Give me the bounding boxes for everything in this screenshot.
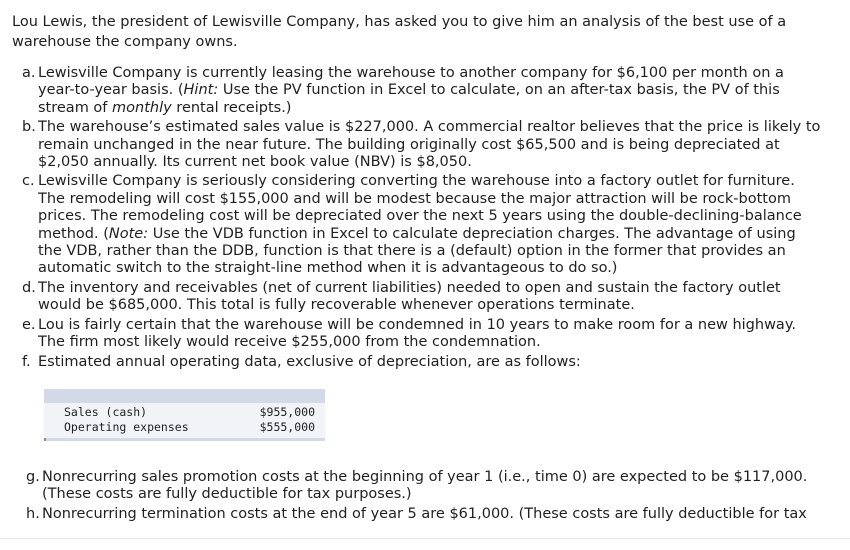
item-text: Nonrecurring termination costs at the end of year 5 are $61,000. (These costs are fully deductible for tax [42, 505, 807, 522]
table-row [64, 420, 315, 435]
table-body [44, 403, 325, 438]
row-value: $955,000 [259, 405, 315, 419]
assumption-list [22, 65, 822, 373]
table-header-band [44, 389, 325, 403]
list-item-d [22, 280, 822, 315]
item-text [38, 173, 822, 277]
item-a-text-part: Lewisville Company is currently leasing the warehouse to another company for $6,100 per month on a year-to-year basis. ( [38, 65, 784, 99]
note-label: Note: [108, 225, 149, 242]
item-text: The warehouse’s estimated sales value is $227,000. A commercial realtor believes that the price is likely to remain unchanged in the near future. The building originally cost $65,500 and is being depreciated at $2,050 annually. Its current net book value (NBV) is $8,050. [38, 119, 821, 171]
list-item-g [26, 469, 826, 504]
row-label: Sales (cash) [64, 405, 148, 419]
list-item-e [22, 317, 822, 352]
item-a-text-part: Use the PV function in Excel to calculate, on an after-tax basis, the PV of this stream of [38, 82, 780, 116]
list-item-h [26, 506, 826, 523]
table-bottom-rule [44, 438, 325, 441]
item-text: Lou is fairly certain that the warehouse will be condemned in 10 years to make room for a new highway. The firm most likely would receive $255,000 from the condemnation. [38, 316, 796, 351]
table-row [64, 405, 315, 420]
item-letter: g. [26, 469, 40, 485]
list-item-a [22, 65, 822, 117]
item-a-text-part: rental receipts.) [171, 99, 292, 116]
item-letter: a. [22, 65, 36, 81]
list-item-b [22, 119, 822, 171]
page-divider [0, 538, 850, 539]
item-c-text-part: Use the VDB function in Excel to calculate depreciation charges. The advantage of using the VDB, rather than the DDB, function is that there is a (default) option in the former that provides an automatic switch to the straight-line method when it is advantageous to do so.) [38, 225, 796, 277]
operating-data-table [44, 389, 325, 441]
intro-paragraph: Lou Lewis, the president of Lewisville Company, has asked you to give him an analysis of the best use of a warehouse the company owns. [12, 14, 787, 50]
list-item-c [22, 173, 822, 277]
row-label: Operating expenses [64, 420, 189, 434]
item-letter: b. [22, 119, 36, 136]
monthly-emphasis: monthly [112, 99, 172, 116]
item-letter: c. [22, 173, 35, 190]
item-text: Nonrecurring sales promotion costs at the beginning of year 1 (i.e., time 0) are expected to be $117,000. (These costs are fully deductible for tax purposes.) [42, 469, 808, 503]
assumption-list-continued [26, 469, 826, 525]
item-letter: h. [26, 505, 40, 522]
list-item-f [22, 354, 822, 371]
hint-label: Hint: [183, 82, 219, 99]
row-value: $555,000 [259, 420, 315, 434]
item-text: Estimated annual operating data, exclusive of depreciation, are as follows: [38, 353, 581, 370]
item-text [38, 65, 822, 117]
item-text: The inventory and receivables (net of current liabilities) needed to open and sustain the factory outlet would be $685,000. This total is fully recoverable whenever operations terminate. [38, 279, 781, 314]
item-c-text-part: Lewisville Company is seriously considering converting the warehouse into a factory outlet for furniture. The remodeling will cost $155,000 and will be modest because the major attraction will be rock-bottom prices. The remodeling cost will be depreciated over the next 5 years using the double-declining-balance method. ( [38, 173, 802, 242]
item-letter: f. [22, 353, 31, 370]
item-letter: d. [22, 279, 36, 296]
item-letter: e. [22, 316, 36, 333]
